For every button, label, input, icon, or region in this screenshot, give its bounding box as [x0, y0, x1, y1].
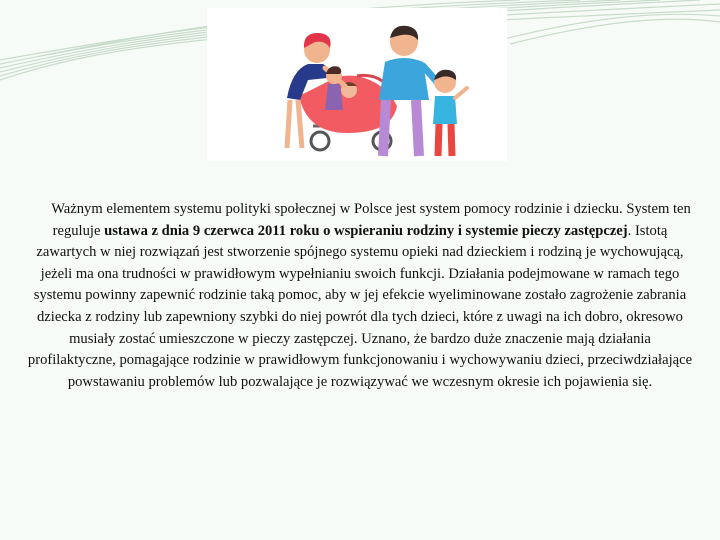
law-name: ustawa z dnia 9 czerwca 2011 roku o wspieraniu rodziny i systemie pieczy zastępczej — [104, 222, 628, 239]
paragraph-intro: Ważnym elementem systemu polityki społecznej w Polsce jest system pomocy rodzinie i dziecku. System ten reguluje — [51, 201, 691, 239]
main-paragraph — [26, 199, 694, 393]
family-with-stroller-icon — [207, 8, 507, 161]
family-illustration — [207, 8, 507, 161]
paragraph-body: . Istotą zawartych w niej rozwiązań jest stworzenie spójnego systemu opieki nad dzieckiem i rodziną je wychowującą, jeżeli ma ona trudności w prawidłowym wypełnianiu swoich funkcji. Działania podejmowane w ramach tego systemu powinny zapewnić rodzinie taką pomoc, aby w jej efekcie wyeliminowane zostało zagrożenie zabrania dziecka z rodziny lub zapewniony szybki do niej powrót dla tych dzieci, które z uwagi na ich dobro, okresowo musiały zostać umieszczone w pieczy zastępczej. Uznano, że bardzo duże znaczenie mają działania profilaktyczne, pomagające rodzinie w prawidłowym funkcjonowaniu i wychowywaniu dzieci, przeciwdziałające powstawaniu problemów lub pozwalające je rozwiązywać we wczesnym okresie ich pojawienia się. — [27, 222, 693, 390]
